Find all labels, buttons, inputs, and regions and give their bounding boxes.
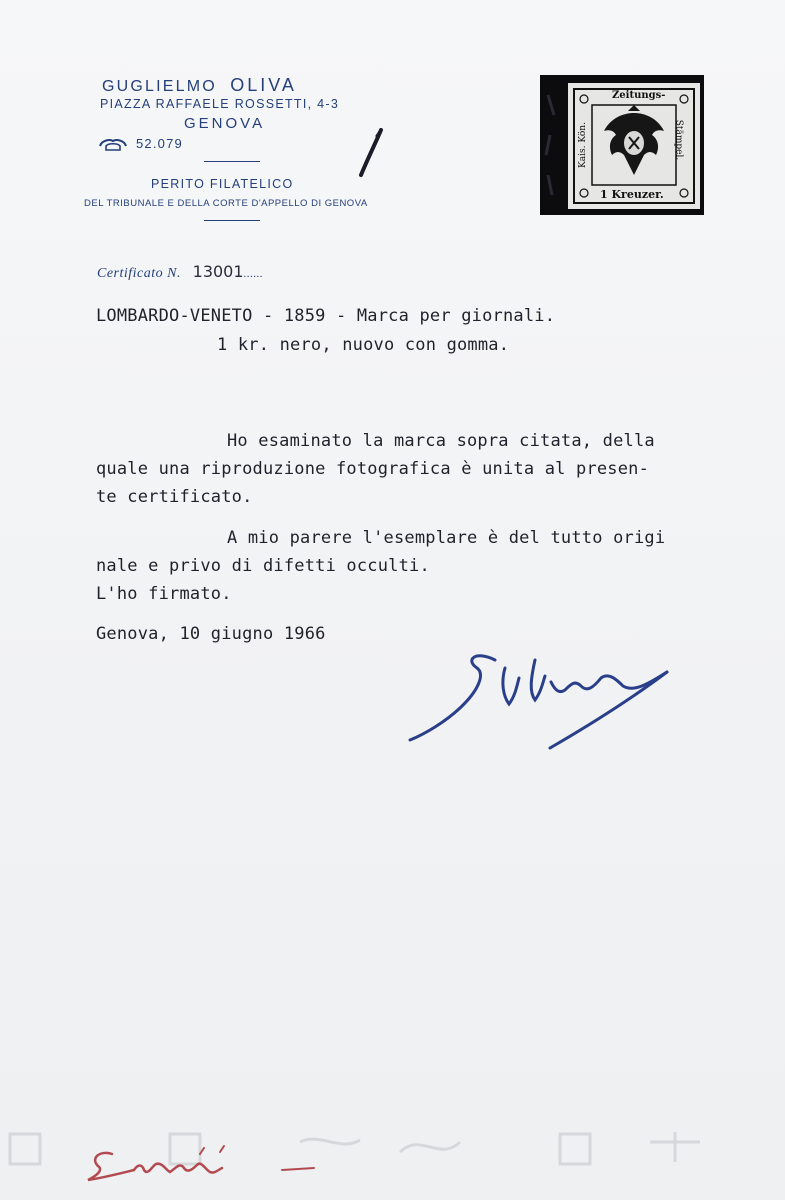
letterhead-name <box>102 75 297 96</box>
letterhead-divider-bottom <box>204 220 260 221</box>
stamp-right-text: Stämpel. <box>673 119 684 161</box>
letterhead-city: GENOVA <box>184 115 266 132</box>
paragraph1-line3: te certificato. <box>96 487 253 507</box>
paragraph1-line2: quale una riproduzione fotografica è unita al presen- <box>96 459 650 479</box>
letterhead-phone: 52.079 <box>136 136 183 151</box>
letterhead-last-name: OLIVA <box>230 75 297 95</box>
date-line: Genova, 10 giugno 1966 <box>96 624 326 644</box>
certificate-number-line <box>97 262 263 282</box>
stamp-top-text: Zeitungs- <box>612 90 666 101</box>
red-pencil-annotation <box>82 1140 332 1200</box>
letterhead-address: PIAZZA RAFFAELE ROSSETTI, 4-3 <box>100 97 340 111</box>
stamp-description-line1: LOMBARDO-VENETO - 1859 - Marca per giornali. <box>96 306 556 326</box>
paragraph2-line1: A mio parere l'esemplare è del tutto origi <box>227 528 666 548</box>
letterhead-court: DEL TRIBUNALE E DELLA CORTE D'APPELLO DI GENOVA <box>84 198 368 209</box>
certificate-number: 13001 <box>192 262 244 281</box>
stamp-description-line2: 1 kr. nero, nuovo con gomma. <box>217 335 510 355</box>
telephone-icon <box>98 138 128 152</box>
paragraph2-line2: nale e privo di difetti occulti. <box>96 556 430 576</box>
letterhead-title: PERITO FILATELICO <box>151 177 294 191</box>
letterhead-divider-top <box>204 161 260 162</box>
handwritten-signature <box>405 630 685 760</box>
stamp-value-text: 1 Kreuzer. <box>600 188 664 201</box>
handwritten-page-mark <box>356 128 386 178</box>
letterhead-first-name: GUGLIELMO <box>102 78 217 95</box>
certificate-dots: ...... <box>243 268 264 280</box>
stamp-photograph <box>540 75 704 215</box>
paragraph2-line3: L'ho firmato. <box>96 584 232 604</box>
paragraph1-line1: Ho esaminato la marca sopra citata, della <box>227 431 655 451</box>
certificate-label: Certificato N. <box>97 266 181 281</box>
stamp-left-text: Kais. Kön. <box>577 122 588 168</box>
